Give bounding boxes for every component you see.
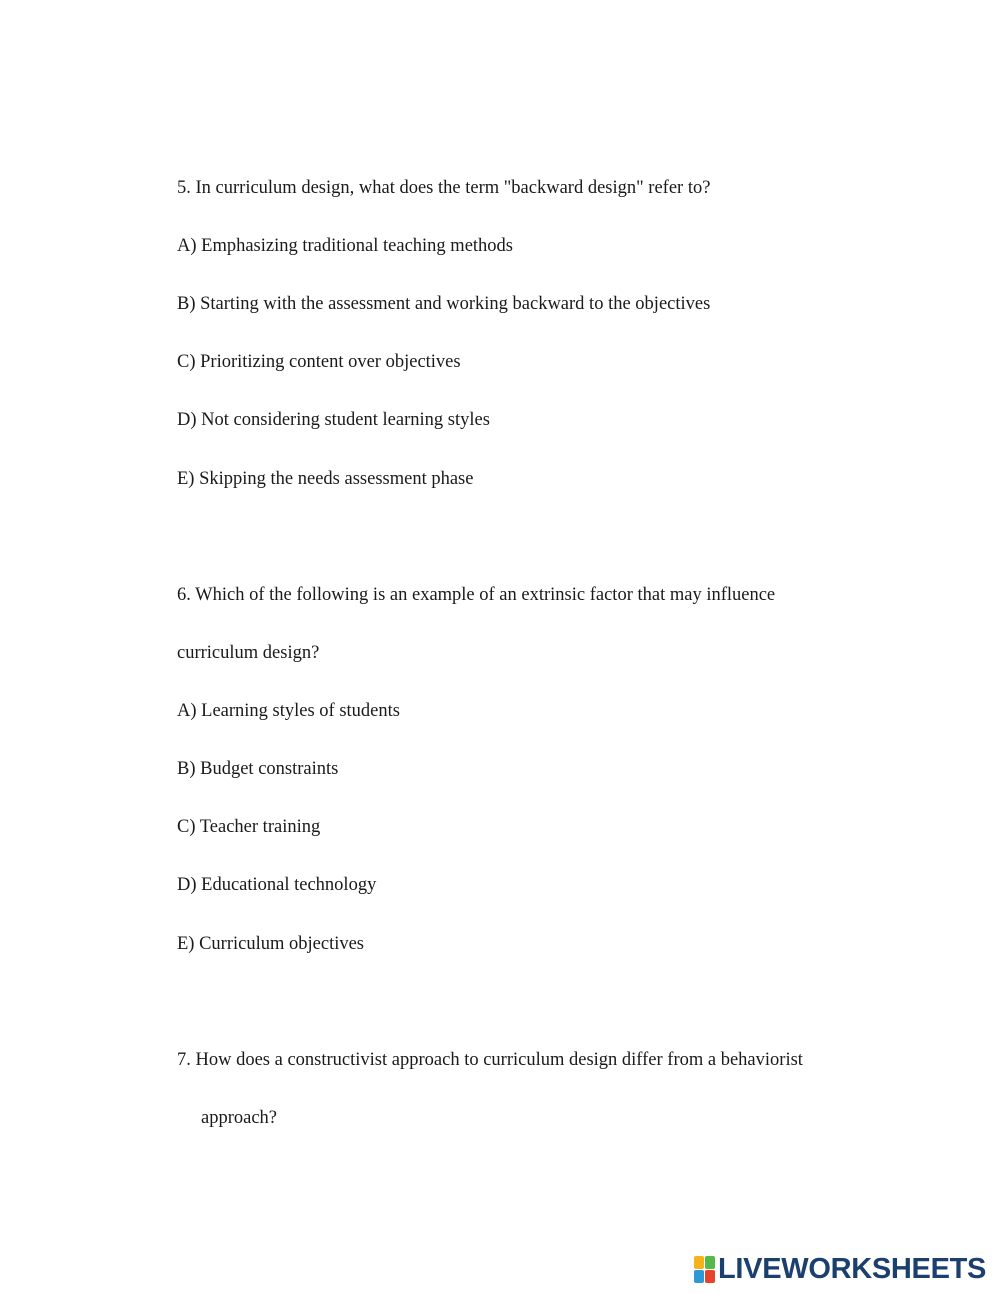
question-5-option-a: A) Emphasizing traditional teaching methods (177, 236, 513, 256)
question-7-text-continued: approach? (201, 1108, 278, 1128)
liveworksheets-logo-text: LIVEWORKSHEETS (718, 1253, 987, 1285)
question-5-option-d: D) Not considering student learning styles (177, 410, 490, 430)
question-6-option-e: E) Curriculum objectives (177, 934, 365, 954)
liveworksheets-logo-icon (694, 1256, 714, 1282)
question-6-text-continued: curriculum design? (177, 643, 320, 663)
question-5-option-b: B) Starting with the assessment and working backward to the objectives (177, 294, 711, 314)
question-6-option-d: D) Educational technology (177, 875, 377, 895)
question-6-option-b: B) Budget constraints (177, 759, 339, 779)
question-6-text: 6. Which of the following is an example of an extrinsic factor that may influence (177, 585, 776, 605)
liveworksheets-logo (694, 1255, 986, 1283)
question-6-option-a: A) Learning styles of students (177, 701, 400, 721)
question-5-text: 5. In curriculum design, what does the term "backward design" refer to? (177, 178, 711, 198)
question-5-option-e: E) Skipping the needs assessment phase (177, 469, 474, 489)
question-7-text: 7. How does a constructivist approach to curriculum design differ from a behaviorist (177, 1050, 803, 1070)
question-5-option-c: C) Prioritizing content over objectives (177, 352, 461, 372)
question-6-option-c: C) Teacher training (177, 817, 321, 837)
